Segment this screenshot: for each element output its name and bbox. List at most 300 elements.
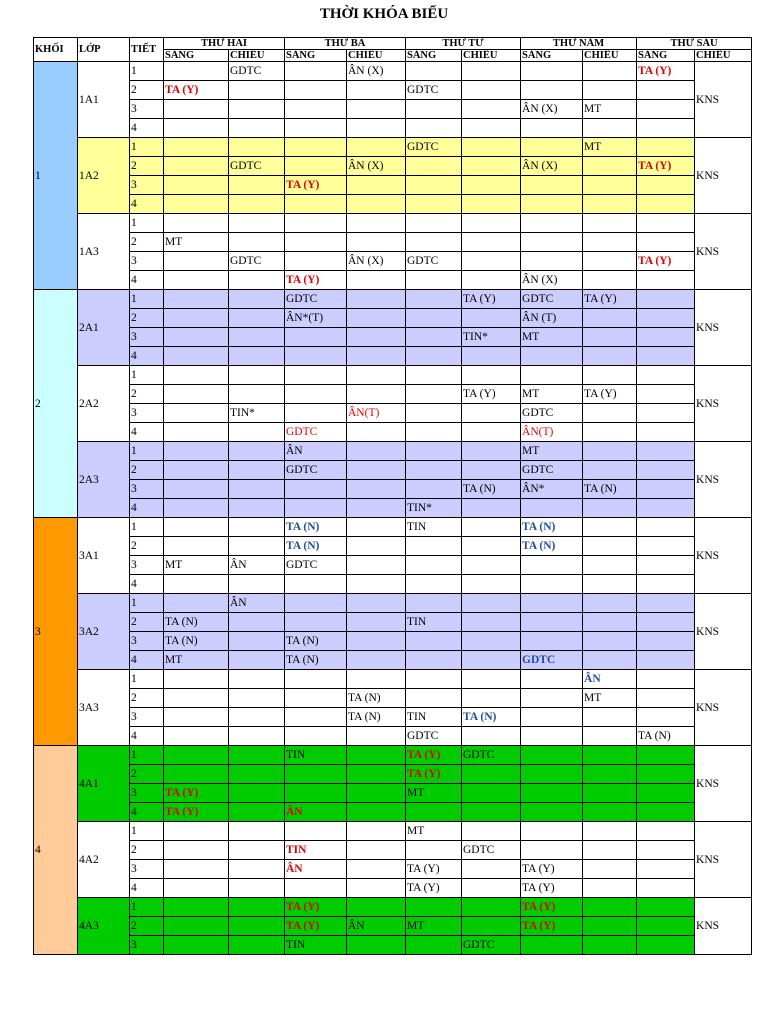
lesson-cell <box>462 214 521 233</box>
table-row <box>34 708 752 727</box>
lesson-cell <box>637 879 695 898</box>
lesson-cell <box>285 803 347 822</box>
empty-slash-cell <box>347 423 406 442</box>
lesson-cell <box>347 632 406 651</box>
subject-label: TA (N) <box>165 616 198 628</box>
kns-cell: KNS <box>695 822 752 898</box>
empty-slash-cell <box>347 195 406 214</box>
subject-label: GDTC <box>463 939 495 951</box>
subject-label: ÂN <box>286 445 303 457</box>
lesson-cell <box>521 423 583 442</box>
class-cell: 4A3 <box>78 898 130 955</box>
empty-slash-cell <box>462 195 521 214</box>
lesson-cell <box>637 62 695 81</box>
period-number: 3 <box>130 860 164 879</box>
lesson-cell <box>521 480 583 499</box>
subject-label: TA (Y) <box>463 388 496 400</box>
lesson-cell <box>229 746 285 765</box>
lesson-cell <box>164 233 229 252</box>
table-row <box>34 860 752 879</box>
lesson-cell <box>406 119 462 138</box>
lesson-cell <box>164 594 229 613</box>
lesson-cell <box>164 765 229 784</box>
empty-slash-cell <box>229 195 285 214</box>
lesson-cell <box>637 423 695 442</box>
period-number: 2 <box>130 841 164 860</box>
period-number: 2 <box>130 157 164 176</box>
lesson-cell <box>462 689 521 708</box>
lesson-cell <box>637 328 695 347</box>
subject-label: GDTC <box>286 559 318 571</box>
lesson-cell <box>229 252 285 271</box>
lesson-cell <box>229 708 285 727</box>
subject-label: TA (Y) <box>286 274 320 286</box>
lesson-cell <box>406 138 462 157</box>
lesson-cell <box>583 100 637 119</box>
lesson-cell <box>164 271 229 290</box>
lesson-cell <box>164 784 229 803</box>
subject-label: TA (Y) <box>286 179 320 191</box>
lesson-cell <box>462 442 521 461</box>
table-row <box>34 594 752 613</box>
lesson-cell <box>406 442 462 461</box>
lesson-cell <box>637 841 695 860</box>
lesson-cell <box>406 214 462 233</box>
subject-label: ÂN <box>286 806 303 818</box>
subject-label: TA (Y) <box>584 388 617 400</box>
header-sang: SÁNG <box>637 50 695 62</box>
lesson-cell <box>406 822 462 841</box>
lesson-cell <box>521 271 583 290</box>
subject-label: ÂN <box>286 863 303 875</box>
lesson-cell <box>462 537 521 556</box>
subject-label: TA (N) <box>522 521 556 533</box>
lesson-cell <box>637 442 695 461</box>
header-sang: SÁNG <box>521 50 583 62</box>
empty-slash-cell <box>229 119 285 138</box>
subject-label: TA (Y) <box>522 920 556 932</box>
lesson-cell <box>285 480 347 499</box>
lesson-cell <box>406 81 462 100</box>
lesson-cell <box>164 328 229 347</box>
lesson-cell <box>164 100 229 119</box>
lesson-cell <box>285 898 347 917</box>
lesson-cell <box>406 784 462 803</box>
subject-label: GDTC <box>407 141 439 153</box>
lesson-cell <box>285 499 347 518</box>
lesson-cell <box>406 347 462 366</box>
period-number: 4 <box>130 119 164 138</box>
lesson-cell <box>229 290 285 309</box>
lesson-cell <box>285 138 347 157</box>
period-number: 2 <box>130 537 164 556</box>
lesson-cell <box>406 632 462 651</box>
table-row <box>34 290 752 309</box>
period-number: 4 <box>130 727 164 746</box>
subject-label: TIN* <box>407 502 432 514</box>
lesson-cell <box>462 404 521 423</box>
period-number: 2 <box>130 917 164 936</box>
lesson-cell <box>521 290 583 309</box>
subject-label: GDTC <box>522 654 556 666</box>
subject-label: TIN <box>407 711 427 723</box>
subject-label: TA (Y) <box>286 920 320 932</box>
lesson-cell <box>462 100 521 119</box>
subject-label: TA (Y) <box>463 293 496 305</box>
subject-label: TA (Y) <box>407 882 440 894</box>
lesson-cell <box>164 309 229 328</box>
lesson-cell <box>521 385 583 404</box>
lesson-cell <box>164 62 229 81</box>
lesson-cell <box>347 100 406 119</box>
lesson-cell <box>521 214 583 233</box>
subject-label: MT <box>407 787 425 799</box>
lesson-cell <box>164 860 229 879</box>
lesson-cell <box>583 936 637 955</box>
lesson-cell <box>406 708 462 727</box>
subject-label: GDTC <box>463 844 495 856</box>
lesson-cell <box>521 613 583 632</box>
subject-label: TA (Y) <box>638 65 672 77</box>
lesson-cell <box>164 917 229 936</box>
lesson-cell <box>637 708 695 727</box>
lesson-cell <box>637 746 695 765</box>
header-day: THỨ SÁU <box>637 38 752 50</box>
lesson-cell <box>521 233 583 252</box>
period-number: 1 <box>130 62 164 81</box>
lesson-cell <box>164 537 229 556</box>
table-row <box>34 480 752 499</box>
kns-cell: KNS <box>695 670 752 746</box>
subject-label: TA (Y) <box>584 293 617 305</box>
subject-label: MT <box>165 559 183 571</box>
period-number: 3 <box>130 480 164 499</box>
lesson-cell <box>583 290 637 309</box>
lesson-cell <box>406 936 462 955</box>
table-row <box>34 651 752 670</box>
lesson-cell <box>521 252 583 271</box>
empty-slash-cell <box>347 727 406 746</box>
lesson-cell <box>406 62 462 81</box>
lesson-cell <box>637 499 695 518</box>
lesson-cell <box>462 480 521 499</box>
lesson-cell <box>347 385 406 404</box>
lesson-cell <box>285 81 347 100</box>
lesson-cell <box>285 385 347 404</box>
lesson-cell <box>637 575 695 594</box>
lesson-cell <box>521 195 583 214</box>
lesson-cell <box>406 879 462 898</box>
lesson-cell <box>164 480 229 499</box>
subject-label: TA (N) <box>286 654 319 666</box>
lesson-cell <box>347 746 406 765</box>
lesson-cell <box>229 841 285 860</box>
lesson-cell <box>285 689 347 708</box>
lesson-cell <box>637 100 695 119</box>
lesson-cell <box>347 214 406 233</box>
empty-slash-cell <box>347 879 406 898</box>
empty-slash-cell <box>462 119 521 138</box>
lesson-cell <box>229 138 285 157</box>
table-row <box>34 385 752 404</box>
lesson-cell <box>406 575 462 594</box>
lesson-cell <box>285 271 347 290</box>
lesson-cell <box>229 176 285 195</box>
lesson-cell <box>164 708 229 727</box>
kns-cell: KNS <box>695 138 752 214</box>
lesson-cell <box>347 708 406 727</box>
table-row <box>34 499 752 518</box>
lesson-cell <box>462 252 521 271</box>
lesson-cell <box>637 157 695 176</box>
lesson-cell <box>521 461 583 480</box>
lesson-cell <box>285 670 347 689</box>
subject-label: ÂN <box>348 920 365 932</box>
period-number: 2 <box>130 765 164 784</box>
lesson-cell <box>347 442 406 461</box>
lesson-cell <box>164 689 229 708</box>
lesson-cell <box>462 461 521 480</box>
subject-label: ÂN(T) <box>348 407 380 419</box>
lesson-cell <box>462 898 521 917</box>
lesson-cell <box>406 157 462 176</box>
subject-label: TA (N) <box>638 730 671 742</box>
lesson-cell <box>285 936 347 955</box>
lesson-cell <box>521 651 583 670</box>
table-row <box>34 689 752 708</box>
lesson-cell <box>285 328 347 347</box>
lesson-cell <box>285 309 347 328</box>
subject-label: ÂN <box>230 597 247 609</box>
kns-cell: KNS <box>695 746 752 822</box>
subject-label: ÂN (X) <box>522 274 558 286</box>
table-row <box>34 746 752 765</box>
lesson-cell <box>285 879 347 898</box>
lesson-cell <box>583 366 637 385</box>
lesson-cell <box>462 328 521 347</box>
lesson-cell <box>164 727 229 746</box>
lesson-cell <box>462 62 521 81</box>
lesson-cell <box>285 708 347 727</box>
lesson-cell <box>347 309 406 328</box>
class-cell: 1A2 <box>78 138 130 214</box>
lesson-cell <box>285 651 347 670</box>
kns-cell: KNS <box>695 62 752 138</box>
lesson-cell <box>637 518 695 537</box>
period-number: 4 <box>130 347 164 366</box>
lesson-cell <box>583 62 637 81</box>
lesson-cell <box>285 423 347 442</box>
table-row <box>34 879 752 898</box>
period-number: 3 <box>130 632 164 651</box>
khoi-cell: 4 <box>34 746 78 955</box>
lesson-cell <box>347 898 406 917</box>
lesson-cell <box>462 841 521 860</box>
period-number: 1 <box>130 670 164 689</box>
lesson-cell <box>229 670 285 689</box>
lesson-cell <box>229 404 285 423</box>
subject-label: GDTC <box>230 255 262 267</box>
lesson-cell <box>583 518 637 537</box>
lesson-cell <box>164 157 229 176</box>
lesson-cell <box>637 898 695 917</box>
lesson-cell <box>583 328 637 347</box>
kns-cell: KNS <box>695 366 752 442</box>
period-number: 3 <box>130 936 164 955</box>
lesson-cell <box>406 898 462 917</box>
class-cell: 3A3 <box>78 670 130 746</box>
lesson-cell <box>521 784 583 803</box>
lesson-cell <box>521 347 583 366</box>
lesson-cell <box>521 81 583 100</box>
lesson-cell <box>164 119 229 138</box>
class-cell: 3A2 <box>78 594 130 670</box>
page-title: THỜI KHÓA BIỂU <box>319 6 449 22</box>
subject-label: TA (N) <box>348 711 381 723</box>
lesson-cell <box>164 575 229 594</box>
lesson-cell <box>462 670 521 689</box>
lesson-cell <box>285 575 347 594</box>
lesson-cell <box>229 689 285 708</box>
lesson-cell <box>406 271 462 290</box>
lesson-cell <box>229 860 285 879</box>
lesson-cell <box>347 62 406 81</box>
lesson-cell <box>285 252 347 271</box>
lesson-cell <box>583 537 637 556</box>
lesson-cell <box>583 594 637 613</box>
empty-slash-cell <box>583 879 637 898</box>
subject-label: GDTC <box>407 255 439 267</box>
subject-label: GDTC <box>522 407 554 419</box>
lesson-cell <box>462 138 521 157</box>
subject-label: GDTC <box>407 84 439 96</box>
lesson-cell <box>164 176 229 195</box>
lesson-cell <box>462 708 521 727</box>
table-row <box>34 632 752 651</box>
lesson-cell <box>285 62 347 81</box>
table-row <box>34 366 752 385</box>
subject-label: ÂN* <box>522 483 545 495</box>
subject-label: ÂN (X) <box>522 103 558 115</box>
class-cell: 3A1 <box>78 518 130 594</box>
lesson-cell <box>521 727 583 746</box>
lesson-cell <box>637 594 695 613</box>
header-khoi: KHỐI <box>34 38 78 62</box>
subject-label: ÂN (X) <box>348 255 384 267</box>
header-chieu: CHIỀU <box>462 50 521 62</box>
period-number: 4 <box>130 271 164 290</box>
subject-label: GDTC <box>522 464 554 476</box>
lesson-cell <box>462 290 521 309</box>
lesson-cell <box>462 613 521 632</box>
class-cell: 2A1 <box>78 290 130 366</box>
header-day: THỨ HAI <box>164 38 285 50</box>
table-row <box>34 347 752 366</box>
timetable-body <box>34 62 752 955</box>
subject-label: TA (N) <box>165 635 198 647</box>
lesson-cell <box>462 176 521 195</box>
lesson-cell <box>637 727 695 746</box>
period-number: 3 <box>130 556 164 575</box>
lesson-cell <box>637 347 695 366</box>
lesson-cell <box>347 366 406 385</box>
lesson-cell <box>583 233 637 252</box>
lesson-cell <box>229 309 285 328</box>
lesson-cell <box>229 62 285 81</box>
lesson-cell <box>462 860 521 879</box>
lesson-cell <box>347 575 406 594</box>
lesson-cell <box>637 803 695 822</box>
lesson-cell <box>285 917 347 936</box>
lesson-cell <box>164 252 229 271</box>
lesson-cell <box>406 689 462 708</box>
lesson-cell <box>285 765 347 784</box>
lesson-cell <box>462 594 521 613</box>
table-row <box>34 328 752 347</box>
lesson-cell <box>521 689 583 708</box>
lesson-cell <box>406 195 462 214</box>
lesson-cell <box>285 860 347 879</box>
lesson-cell <box>637 385 695 404</box>
subject-label: GDTC <box>407 730 439 742</box>
lesson-cell <box>164 613 229 632</box>
period-number: 2 <box>130 613 164 632</box>
lesson-cell <box>583 860 637 879</box>
lesson-cell <box>285 366 347 385</box>
subject-label: MT <box>165 236 183 248</box>
lesson-cell <box>583 651 637 670</box>
lesson-cell <box>164 461 229 480</box>
lesson-cell <box>285 233 347 252</box>
lesson-cell <box>164 898 229 917</box>
empty-slash-cell <box>583 195 637 214</box>
lesson-cell <box>229 594 285 613</box>
lesson-cell <box>583 784 637 803</box>
lesson-cell <box>164 746 229 765</box>
header-chieu: CHIỀU <box>229 50 285 62</box>
lesson-cell <box>462 157 521 176</box>
lesson-cell <box>583 822 637 841</box>
lesson-cell <box>285 632 347 651</box>
lesson-cell <box>406 385 462 404</box>
lesson-cell <box>637 81 695 100</box>
table-row <box>34 784 752 803</box>
subject-label: TA (Y) <box>638 160 672 172</box>
lesson-cell <box>406 556 462 575</box>
empty-slash-cell <box>583 119 637 138</box>
lesson-cell <box>347 81 406 100</box>
lesson-cell <box>462 936 521 955</box>
subject-label: TA (Y) <box>165 806 199 818</box>
lesson-cell <box>285 537 347 556</box>
lesson-cell <box>164 214 229 233</box>
lesson-cell <box>521 138 583 157</box>
table-row <box>34 271 752 290</box>
lesson-cell <box>406 366 462 385</box>
lesson-cell <box>521 670 583 689</box>
subject-label: GDTC <box>286 426 318 438</box>
period-number: 1 <box>130 746 164 765</box>
subject-label: ÂN*(T) <box>286 312 324 324</box>
lesson-cell <box>521 822 583 841</box>
lesson-cell <box>521 157 583 176</box>
subject-label: TA (N) <box>348 692 381 704</box>
lesson-cell <box>637 366 695 385</box>
lesson-cell <box>164 822 229 841</box>
empty-slash-cell <box>347 499 406 518</box>
lesson-cell <box>164 138 229 157</box>
subject-label: MT <box>584 103 602 115</box>
